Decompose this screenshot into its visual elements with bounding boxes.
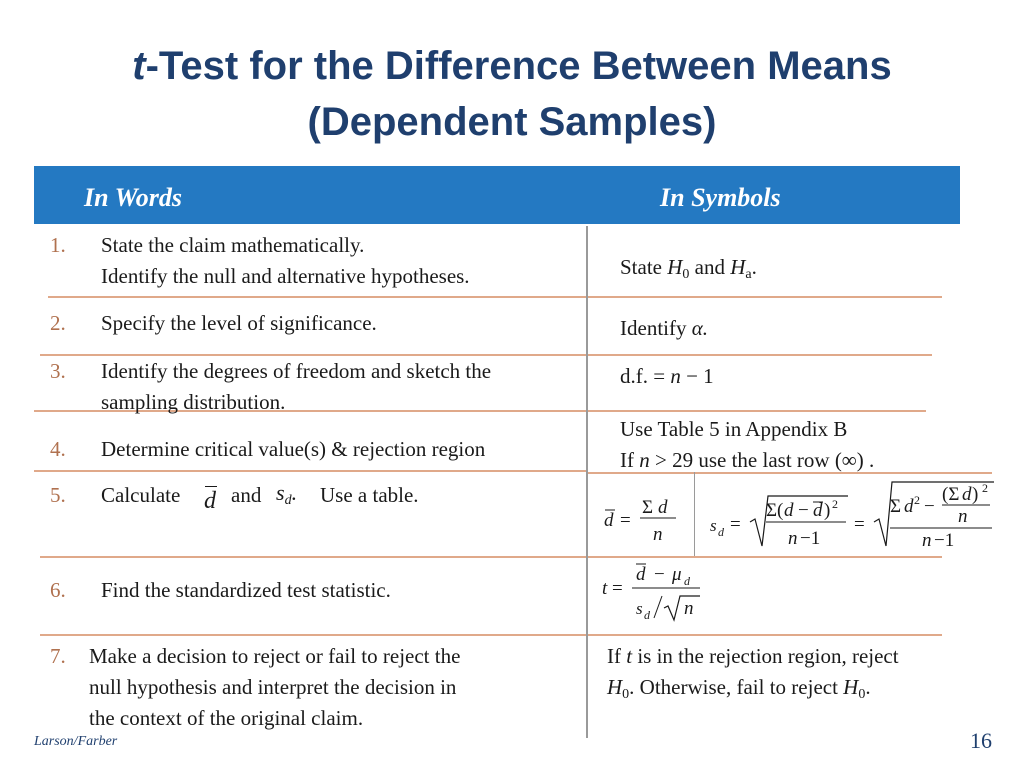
row-divider	[40, 556, 586, 558]
title-line2: (Dependent Samples)	[307, 100, 717, 144]
title-t-letter: t	[132, 44, 146, 88]
step-5-calculate: Calculate	[101, 483, 181, 507]
svg-text:=: =	[620, 510, 631, 531]
step-1-number: 1.	[50, 233, 66, 257]
svg-text:n: n	[788, 528, 798, 549]
svg-text:Σ: Σ	[642, 497, 654, 518]
svg-text:Σ(: Σ(	[766, 500, 784, 521]
step-5-use-table: Use a table.	[320, 483, 419, 507]
row-divider	[588, 410, 926, 412]
row-divider	[588, 354, 932, 356]
symbol-step-3: d.f. = n − 1	[620, 364, 714, 388]
svg-text:−: −	[924, 496, 935, 517]
column-divider	[586, 226, 588, 738]
symbol-step-7-line2: $H_0$. Otherwise, fail to reject $H_0$.	[607, 675, 871, 702]
svg-text:=: =	[730, 514, 741, 535]
footer-author: Larson/Farber	[34, 734, 118, 749]
step-2-line1: Specify the level of significance.	[101, 311, 377, 335]
svg-text:d: d	[644, 608, 650, 622]
symbol-step-2: Identify α.	[620, 316, 709, 340]
dbar-overline	[205, 486, 217, 487]
svg-text:n: n	[922, 530, 932, 551]
formula-mean-and-sd	[598, 478, 998, 554]
step-3-number: 3.	[50, 359, 66, 383]
svg-text:=: =	[612, 578, 623, 599]
row-divider	[34, 470, 586, 472]
row-divider	[48, 296, 586, 298]
svg-text:2: 2	[982, 481, 988, 495]
svg-text:s: s	[636, 599, 643, 618]
step-3-line1: Identify the degrees of freedom and sketch the	[101, 359, 492, 383]
header-in-symbols: In Symbols	[660, 183, 781, 212]
svg-text:Σ: Σ	[890, 496, 902, 517]
svg-text:n: n	[958, 506, 968, 527]
svg-text:t: t	[602, 578, 608, 599]
step-4-number: 4.	[50, 437, 66, 461]
table-header	[34, 166, 960, 224]
svg-text:d: d	[636, 564, 646, 585]
header-in-words: In Words	[84, 183, 183, 212]
svg-text:−: −	[654, 564, 665, 585]
slide-title	[0, 38, 1024, 150]
svg-text:n: n	[684, 598, 694, 619]
step-7-number: 7.	[50, 644, 66, 668]
svg-text:): )	[972, 484, 979, 505]
step-7-line2: null hypothesis and interpret the decision in	[89, 675, 457, 699]
svg-text:d: d	[658, 497, 668, 518]
row-divider	[588, 634, 942, 636]
svg-text:2: 2	[914, 493, 920, 507]
svg-text:n: n	[653, 524, 663, 545]
step-7-line1: Make a decision to reject or fail to reject the	[89, 644, 461, 668]
svg-text:d: d	[684, 574, 690, 588]
step-7-line3: the context of the original claim.	[89, 706, 364, 730]
svg-text:d: d	[962, 484, 972, 505]
step-5-and: and	[231, 483, 262, 507]
svg-text:d: d	[813, 500, 823, 521]
svg-text:d: d	[904, 496, 914, 517]
row-divider	[40, 634, 586, 636]
step-5-number: 5.	[50, 483, 66, 507]
svg-text:μ: μ	[672, 564, 682, 585]
svg-text:d: d	[784, 500, 794, 521]
svg-text:=: =	[854, 514, 865, 535]
symbol-step-4-line2: If n > 29 use the last row (∞) .	[620, 448, 875, 472]
svg-text:s: s	[710, 516, 717, 535]
step-5-sd: $s_d$.	[276, 480, 298, 508]
step-4-line1: Determine critical value(s) & rejection region	[101, 437, 486, 461]
step-3-line2: sampling distribution.	[101, 390, 286, 414]
svg-text:−1: −1	[934, 530, 955, 551]
symbol-step-1: State $H_0$ and $H_a$.	[620, 255, 757, 282]
step-5-dbar: d	[204, 488, 216, 514]
step-2-number: 2.	[50, 311, 66, 335]
symbol-step-7-line1: If t is in the rejection region, reject	[607, 644, 899, 668]
svg-text:−: −	[798, 500, 809, 521]
row-divider	[588, 296, 942, 298]
step-6-number: 6.	[50, 578, 66, 602]
step-1-line1: State the claim mathematically.	[101, 233, 365, 257]
symbol-step-4-line1: Use Table 5 in Appendix B	[620, 417, 848, 441]
svg-text:d: d	[604, 510, 614, 531]
page-number: 16	[970, 728, 992, 753]
formula-test-statistic	[598, 558, 738, 624]
title-line1: -Test for the Difference Between Means	[145, 44, 892, 88]
svg-text:d: d	[718, 525, 724, 539]
step-6-line1: Find the standardized test statistic.	[101, 578, 391, 602]
svg-text:): )	[824, 500, 831, 521]
svg-text:(Σ: (Σ	[942, 484, 960, 505]
step-1-line2: Identify the null and alternative hypotheses.	[101, 264, 470, 288]
svg-text:2: 2	[832, 497, 838, 511]
svg-text:−1: −1	[800, 528, 821, 549]
